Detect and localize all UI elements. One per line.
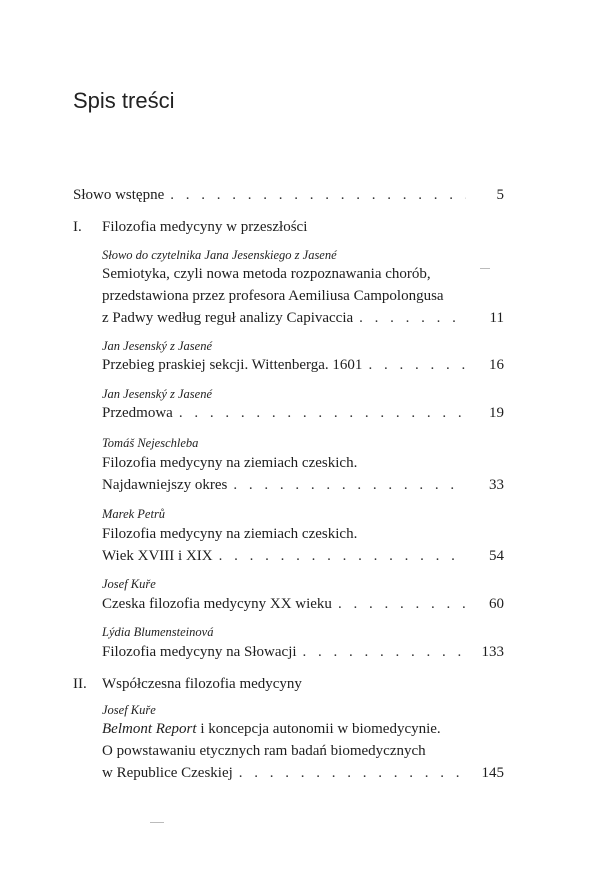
toc-entry-line[interactable] [0,643,600,661]
toc-entry-line[interactable] [0,742,600,760]
entry-author: Słowo do czytelnika Jana Jesenskiego z Jasené [102,248,337,262]
entry-title-line: w Republice Czeskiej [102,765,233,781]
toc-page-number: 133 [481,644,504,660]
toc-page-number: 11 [489,310,504,326]
leader-dots [359,309,466,327]
leader-dots [303,643,466,661]
toc-entry-line[interactable] [0,404,600,422]
part-title: Filozofia medycyny w przeszłości [102,219,308,235]
toc-page-number: 60 [489,596,504,612]
entry-author: Josef Kuře [102,703,156,717]
scan-speck [150,822,164,823]
toc-page-number: 145 [481,765,504,781]
entry-title-line: Najdawniejszy okres [102,477,228,493]
entry-title-line: Filozofia medycyny na Słowacji [102,644,297,660]
entry-title-line: Filozofia medycyny na ziemiach czeskich. [102,526,358,542]
leader-dots [219,547,466,565]
entry-title-line: Czeska filozofia medycyny XX wieku [102,596,332,612]
leader-dots [170,186,466,204]
entry-author: Josef Kuře [102,577,156,591]
toc-entry-title: Słowo wstępne [73,187,165,203]
toc-entry-line[interactable] [0,595,600,613]
toc-page-number: 54 [489,548,504,564]
part-heading-1 [0,218,600,236]
toc-entry-line[interactable] [0,356,600,374]
toc-page-number: 33 [489,477,504,493]
entry-author: Tomáš Nejeschleba [102,436,199,450]
entry-title-line: Semiotyka, czyli nowa metoda rozpoznawania chorób, [102,266,431,282]
toc-entry-line[interactable] [0,476,600,494]
entry-author: Lýdia Blumensteinová [102,625,214,639]
part-heading-2 [0,675,600,693]
entry-title-line: O powstawaniu etycznych ram badań biomedycznych [102,743,426,759]
entry-title-line: Filozofia medycyny na ziemiach czeskich. [102,455,358,471]
leader-dots [239,764,466,782]
entry-title-line: i koncepcja autonomii w biomedycynie. [196,721,441,737]
toc-entry-line[interactable] [0,720,600,738]
entry-title-line: przedstawiona przez profesora Aemiliusa Campolongusa [102,288,444,304]
part-number: II. [73,676,87,692]
entry-author: Marek Petrů [102,507,166,521]
toc-entry-line[interactable] [0,764,600,782]
toc-entry-line[interactable] [0,454,600,472]
toc-entry-line[interactable] [0,309,600,327]
toc-entry-line[interactable] [0,547,600,565]
entry-title-line: Wiek XVIII i XIX [102,548,213,564]
scan-speck [480,268,490,269]
toc-page-number: 5 [496,187,504,203]
toc-entry-line[interactable] [0,287,600,305]
entry-author: Jan Jesenský z Jasené [102,387,213,401]
part-number: I. [73,219,82,235]
toc-entry-preface[interactable] [0,186,600,204]
toc-page-number: 16 [489,357,504,373]
entry-title-line: Przedmowa [102,405,173,421]
leader-dots [179,404,466,422]
page-title: Spis treści [73,88,175,113]
entry-author: Jan Jesenský z Jasené [102,339,213,353]
leader-dots [233,476,466,494]
entry-title-line: Przebieg praskiej sekcji. Wittenberga. 1601 [102,357,363,373]
entry-title-line: z Padwy według reguł analizy Capivaccia [102,310,354,326]
toc-page-number: 19 [489,405,504,421]
part-title: Współczesna filozofia medycyny [102,676,302,692]
toc-entry-line[interactable] [0,525,600,543]
entry-italic-title: Belmont Report [102,721,197,737]
toc-entry-line[interactable] [0,265,600,283]
leader-dots [338,595,466,613]
leader-dots [368,356,466,374]
